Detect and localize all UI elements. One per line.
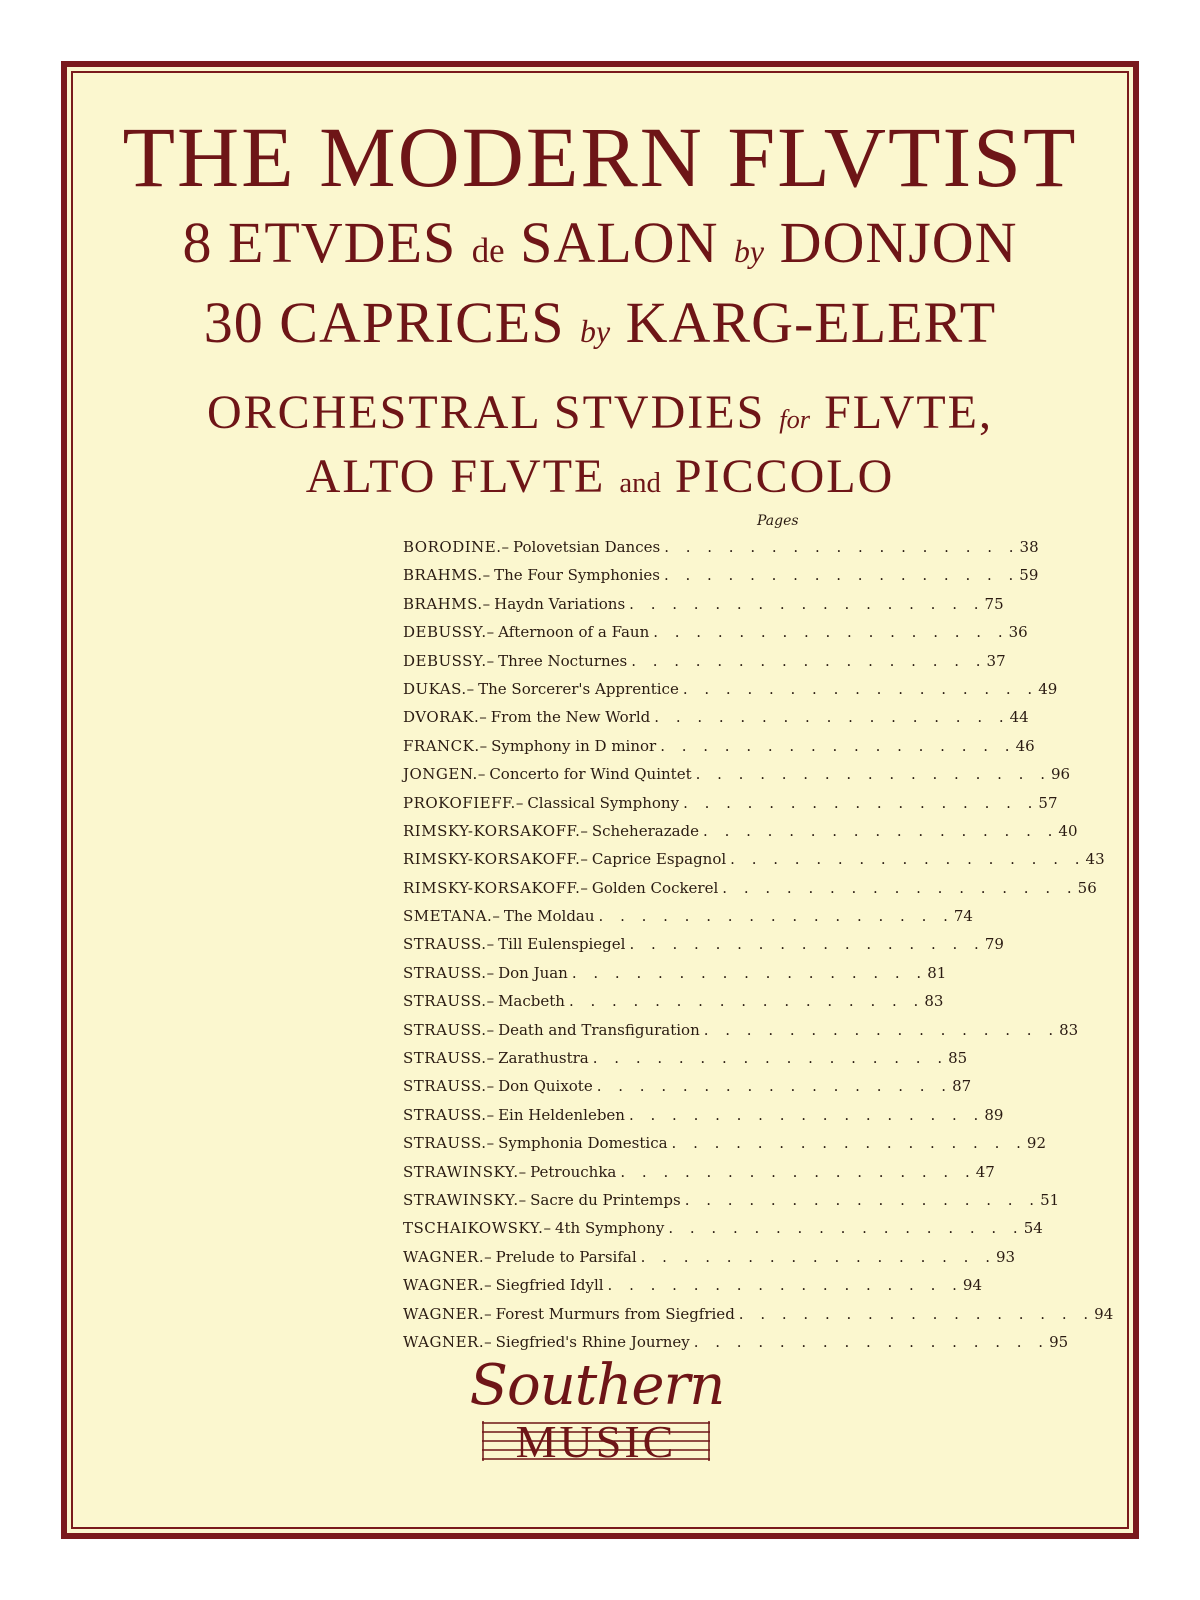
logo-music-word: MUSIC (515, 1416, 677, 1467)
page-number: 81 (927, 963, 947, 982)
separator-dash: – (486, 963, 495, 982)
page-number: 79 (984, 935, 1004, 954)
pages-column-header: Pages (757, 513, 799, 529)
contents-row (403, 1214, 1043, 1242)
work-title: Macbeth (498, 992, 565, 1011)
leader-dots: . . . . . . . . . . . . . . . . . (620, 1162, 976, 1181)
contents-row (403, 561, 1039, 589)
work-title: Scheherazade (591, 821, 700, 840)
contents-list (403, 533, 1114, 1356)
composer-name: JONGEN. (403, 765, 478, 784)
separator-dash: – (484, 1276, 492, 1295)
contents-row (403, 675, 1058, 703)
contents-row (403, 987, 944, 1015)
page-number: 96 (1050, 765, 1071, 784)
composer-name: STRAUSS. (403, 1020, 487, 1039)
leader-dots: . . . . . . . . . . . . . . . . . (703, 821, 1059, 840)
leader-dots: . . . . . . . . . . . . . . . . . (730, 850, 1086, 869)
leader-dots: . . . . . . . . . . . . . . . . . (598, 907, 954, 926)
work-title: Death and Transfiguration (498, 1020, 700, 1039)
page-number: 85 (948, 1049, 968, 1068)
leader-dots: . . . . . . . . . . . . . . . . . (660, 736, 1016, 755)
composer-name: STRAWINSKY. (403, 1190, 519, 1209)
work-title: Symphony in D minor (491, 736, 657, 755)
composer-name: PROKOFIEFF. (403, 793, 516, 812)
page-number: 94 (962, 1276, 982, 1295)
leader-dots: . . . . . . . . . . . . . . . . . (668, 1219, 1024, 1238)
composer-name: WAGNER. (403, 1332, 485, 1351)
separator-dash: – (486, 1134, 495, 1153)
contents-row (403, 1101, 1004, 1129)
work-title: Symphonia Domestica (498, 1134, 668, 1153)
work-title: Siegfried's Rhine Journey (495, 1332, 690, 1351)
page-number: 89 (984, 1105, 1004, 1124)
composer-name: STRAUSS. (403, 935, 487, 954)
work-title: Don Juan (498, 963, 568, 982)
contents-row (403, 618, 1028, 646)
page-number: 54 (1023, 1219, 1043, 1238)
separator-dash: – (518, 1162, 527, 1181)
work-title: Forest Murmurs from Siegfried (495, 1304, 735, 1323)
contents-row (403, 902, 973, 930)
contents-row (403, 1300, 1114, 1328)
leader-dots: . . . . . . . . . . . . . . . . . (629, 935, 985, 954)
composer-name: WAGNER. (403, 1247, 485, 1266)
composer-name: DUKAS. (403, 679, 467, 698)
page-number: 43 (1085, 850, 1105, 869)
separator-dash: – (486, 1077, 495, 1096)
page-number: 57 (1038, 793, 1058, 812)
composer-name: TSCHAIKOWSKY. (403, 1219, 544, 1238)
work-title: From the New World (490, 708, 651, 727)
separator-dash: – (580, 850, 588, 869)
work-title: Polovetsian Dances (512, 538, 661, 556)
separator-dash: – (479, 736, 488, 755)
composer-name: STRAUSS. (403, 1077, 487, 1096)
page-number: 36 (1008, 623, 1028, 642)
composer-name: STRAUSS. (403, 992, 487, 1011)
contents-row (403, 845, 1105, 873)
work-title: Till Eulenspiegel (498, 935, 626, 954)
leader-dots: . . . . . . . . . . . . . . . . . (682, 679, 1039, 698)
separator-dash: – (543, 1219, 551, 1238)
contents-row (403, 1072, 972, 1100)
work-title: Petrouchka (530, 1162, 617, 1181)
composer-name: STRAUSS. (403, 1134, 487, 1153)
leader-dots: . . . . . . . . . . . . . . . . . (664, 538, 1020, 556)
separator-dash: – (486, 1020, 495, 1039)
work-title: Three Nocturnes (498, 651, 628, 670)
page-number: 94 (1094, 1304, 1114, 1323)
leader-dots: . . . . . . . . . . . . . . . . . (695, 765, 1051, 784)
page-number: 37 (986, 651, 1006, 670)
composer-name: STRAWINSKY. (403, 1162, 519, 1181)
separator-dash: – (486, 651, 495, 670)
separator-dash: – (486, 935, 495, 954)
contents-row (403, 703, 1029, 731)
page-number: 49 (1038, 679, 1058, 698)
work-title: Haydn Variations (494, 594, 626, 613)
contents-row (403, 533, 1039, 561)
leader-dots: . . . . . . . . . . . . . . . . . (631, 651, 987, 670)
page-number: 38 (1019, 538, 1039, 556)
leader-dots: . . . . . . . . . . . . . . . . . (629, 594, 985, 613)
separator-dash: – (492, 907, 500, 926)
contents-row (403, 1158, 995, 1186)
leader-dots: . . . . . . . . . . . . . . . . . (653, 623, 1009, 642)
leader-dots: . . . . . . . . . . . . . . . . . (671, 1134, 1027, 1153)
contents-row (403, 760, 1071, 788)
leader-dots: . . . . . . . . . . . . . . . . . (596, 1077, 953, 1096)
separator-dash: – (484, 1247, 492, 1266)
composer-name: STRAUSS. (403, 963, 487, 982)
separator-dash: – (486, 1049, 495, 1068)
subtitle-orchestral-1: ORCHESTRAL STVDIES for FLVTE, (207, 386, 993, 439)
page-number: 46 (1015, 736, 1035, 755)
composer-name: RIMSKY-KORSAKOFF. (403, 821, 581, 840)
composer-name: DEBUSSY. (403, 623, 487, 642)
contents-row (403, 1271, 982, 1299)
page-number: 95 (1049, 1332, 1069, 1351)
leader-dots: . . . . . . . . . . . . . . . . . (568, 992, 925, 1011)
work-title: Siegfried Idyll (495, 1276, 604, 1295)
leader-dots: . . . . . . . . . . . . . . . . . (683, 793, 1039, 812)
page-number: 75 (984, 594, 1004, 613)
separator-dash: – (518, 1190, 527, 1209)
separator-dash: – (484, 1304, 492, 1323)
work-title: The Four Symphonies (494, 566, 660, 585)
publisher-logo (462, 1353, 732, 1473)
separator-dash: – (486, 623, 495, 642)
page-number: 74 (953, 907, 973, 926)
composer-name: RIMSKY-KORSAKOFF. (403, 878, 581, 897)
page-number: 47 (975, 1162, 995, 1181)
page-number: 40 (1058, 821, 1078, 840)
separator-dash: – (580, 821, 588, 840)
work-title: The Sorcerer's Apprentice (478, 679, 679, 698)
contents-row (403, 590, 1004, 618)
contents-row (403, 789, 1058, 817)
leader-dots: . . . . . . . . . . . . . . . . . (722, 878, 1078, 897)
composer-name: RIMSKY-KORSAKOFF. (403, 850, 581, 869)
leader-dots: . . . . . . . . . . . . . . . . . (693, 1332, 1050, 1351)
work-title: Afternoon of a Faun (498, 623, 650, 642)
contents-row (403, 1243, 1016, 1271)
leader-dots: . . . . . . . . . . . . . . . . . (738, 1304, 1095, 1323)
leader-dots: . . . . . . . . . . . . . . . . . (640, 1247, 996, 1266)
leader-dots: . . . . . . . . . . . . . . . . . (592, 1049, 949, 1068)
page-number: 59 (1019, 566, 1039, 585)
separator-dash: – (580, 878, 588, 897)
work-title: Prelude to Parsifal (495, 1247, 637, 1266)
separator-dash: – (515, 793, 524, 812)
work-title: Concerto for Wind Quintet (489, 765, 692, 784)
page-number: 93 (995, 1247, 1016, 1266)
subtitle-donjon: 8 ETVDES de SALON by DONJON (182, 210, 1018, 275)
contents-row (403, 732, 1035, 760)
work-title: 4th Symphony (554, 1219, 665, 1238)
separator-dash: – (466, 679, 475, 698)
leader-dots: . . . . . . . . . . . . . . . . . (663, 566, 1020, 585)
contents-row (403, 874, 1097, 902)
work-title: Zarathustra (498, 1049, 589, 1068)
page-number: 83 (1059, 1020, 1079, 1039)
composer-name: BRAHMS. (403, 594, 483, 613)
leader-dots: . . . . . . . . . . . . . . . . . (607, 1276, 963, 1295)
page-number: 92 (1026, 1134, 1046, 1153)
contents-row (403, 1186, 1060, 1214)
separator-dash: – (501, 538, 509, 556)
composer-name: SMETANA. (403, 907, 493, 926)
work-title: Ein Heldenleben (498, 1105, 625, 1124)
main-title: THE MODERN FLVTIST (122, 109, 1078, 205)
separator-dash: – (479, 708, 487, 727)
contents-row (403, 1016, 1079, 1044)
contents-row (403, 930, 1004, 958)
separator-dash: – (484, 1332, 492, 1351)
leader-dots: . . . . . . . . . . . . . . . . . (703, 1020, 1060, 1039)
page-number: 83 (924, 992, 944, 1011)
contents-row (403, 817, 1078, 845)
leader-dots: . . . . . . . . . . . . . . . . . (684, 1190, 1041, 1209)
separator-dash: – (486, 992, 495, 1011)
work-title: Caprice Espagnol (591, 850, 727, 869)
page-number: 51 (1040, 1190, 1060, 1209)
contents-row (403, 1129, 1046, 1157)
subtitle-orchestral-2: ALTO FLVTE and PICCOLO (305, 450, 895, 503)
composer-name: DEBUSSY. (403, 651, 487, 670)
subtitle-karg-elert: 30 CAPRICES by KARG-ELERT (203, 290, 997, 355)
composer-name: WAGNER. (403, 1276, 485, 1295)
composer-name: STRAUSS. (403, 1105, 487, 1124)
work-title: Classical Symphony (527, 793, 680, 812)
composer-name: FRANCK. (403, 736, 480, 755)
composer-name: WAGNER. (403, 1304, 485, 1323)
separator-dash: – (482, 566, 491, 585)
contents-row (403, 647, 1006, 675)
contents-row (403, 959, 947, 987)
separator-dash: – (482, 594, 491, 613)
leader-dots: . . . . . . . . . . . . . . . . . (654, 708, 1010, 727)
logo-script-word: Southern (469, 1353, 725, 1418)
work-title: Golden Cockerel (591, 878, 719, 897)
cover-page (61, 61, 1139, 1539)
page-number: 87 (952, 1077, 972, 1096)
page-number: 44 (1009, 708, 1029, 727)
leader-dots: . . . . . . . . . . . . . . . . . (628, 1105, 985, 1124)
composer-name: STRAUSS. (403, 1049, 487, 1068)
contents-row (403, 1044, 968, 1072)
work-title: The Moldau (503, 907, 595, 926)
composer-name: BORODINE. (403, 538, 502, 556)
work-title: Sacre du Printemps (530, 1190, 681, 1209)
separator-dash: – (477, 765, 486, 784)
page-number: 56 (1077, 878, 1097, 897)
leader-dots: . . . . . . . . . . . . . . . . . (571, 963, 928, 982)
separator-dash: – (486, 1105, 495, 1124)
work-title: Don Quixote (498, 1077, 593, 1096)
composer-name: DVORAK. (403, 708, 480, 727)
composer-name: BRAHMS. (403, 566, 483, 585)
